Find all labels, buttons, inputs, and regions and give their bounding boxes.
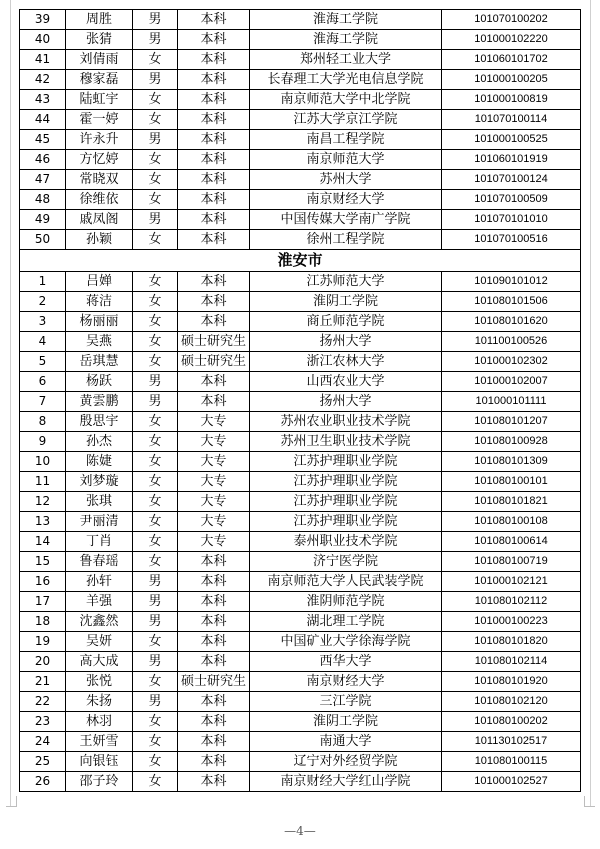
- row-number: 14: [20, 532, 66, 552]
- candidate-exam-code: 101000100223: [442, 612, 581, 632]
- candidate-school: 南京师范大学: [250, 150, 442, 170]
- candidate-name: 穆家磊: [66, 70, 133, 90]
- table-row: [20, 90, 581, 110]
- candidate-gender: 女: [133, 110, 178, 130]
- candidate-gender: 女: [133, 712, 178, 732]
- candidate-school: 山西农业大学: [250, 372, 442, 392]
- candidate-gender: 女: [133, 772, 178, 792]
- row-number: 7: [20, 392, 66, 412]
- candidate-gender: 女: [133, 190, 178, 210]
- row-number: 18: [20, 612, 66, 632]
- table-row: [20, 292, 581, 312]
- row-number: 16: [20, 572, 66, 592]
- candidate-exam-code: 101080100202: [442, 712, 581, 732]
- candidate-exam-code: 101080101820: [442, 632, 581, 652]
- table-row: [20, 652, 581, 672]
- candidate-gender: 女: [133, 170, 178, 190]
- candidate-gender: 女: [133, 90, 178, 110]
- candidate-exam-code: 101060101702: [442, 50, 581, 70]
- candidate-name: 孙颖: [66, 230, 133, 250]
- candidate-school: 湖北理工学院: [250, 612, 442, 632]
- candidate-exam-code: 101080102120: [442, 692, 581, 712]
- candidate-degree: 本科: [178, 292, 250, 312]
- table-row: [20, 230, 581, 250]
- candidate-gender: 男: [133, 210, 178, 230]
- candidate-school: 徐州工程学院: [250, 230, 442, 250]
- candidate-exam-code: 101080100101: [442, 472, 581, 492]
- candidate-name: 岳琪慧: [66, 352, 133, 372]
- candidate-name: 杨丽丽: [66, 312, 133, 332]
- candidate-degree: 本科: [178, 692, 250, 712]
- candidate-exam-code: 101000100525: [442, 130, 581, 150]
- candidate-school: 苏州卫生职业技术学院: [250, 432, 442, 452]
- candidate-name: 蒋洁: [66, 292, 133, 312]
- candidate-name: 鲁春瑶: [66, 552, 133, 572]
- candidate-table: [19, 9, 581, 792]
- table-row: [20, 552, 581, 572]
- table-row: [20, 452, 581, 472]
- candidate-exam-code: 101090101012: [442, 272, 581, 292]
- candidate-name: 丁肖: [66, 532, 133, 552]
- table-row: [20, 130, 581, 150]
- candidate-gender: 女: [133, 732, 178, 752]
- candidate-exam-code: 101080102112: [442, 592, 581, 612]
- row-number: 48: [20, 190, 66, 210]
- candidate-gender: 女: [133, 432, 178, 452]
- candidate-degree: 本科: [178, 90, 250, 110]
- candidate-gender: 女: [133, 292, 178, 312]
- candidate-name: 孙轩: [66, 572, 133, 592]
- row-number: 43: [20, 90, 66, 110]
- candidate-school: 淮阴工学院: [250, 292, 442, 312]
- row-number: 40: [20, 30, 66, 50]
- row-number: 25: [20, 752, 66, 772]
- row-number: 47: [20, 170, 66, 190]
- row-number: 39: [20, 10, 66, 30]
- candidate-school: 江苏大学京江学院: [250, 110, 442, 130]
- row-number: 21: [20, 672, 66, 692]
- candidate-exam-code: 101080100108: [442, 512, 581, 532]
- row-number: 11: [20, 472, 66, 492]
- candidate-degree: 本科: [178, 230, 250, 250]
- candidate-exam-code: 101080101506: [442, 292, 581, 312]
- candidate-name: 朱扬: [66, 692, 133, 712]
- candidate-name: 常晓双: [66, 170, 133, 190]
- candidate-gender: 女: [133, 332, 178, 352]
- table-row: [20, 332, 581, 352]
- table-row: [20, 30, 581, 50]
- candidate-gender: 女: [133, 312, 178, 332]
- candidate-school: 南昌工程学院: [250, 130, 442, 150]
- section-title: 淮安市: [20, 250, 581, 272]
- candidate-degree: 大专: [178, 472, 250, 492]
- candidate-degree: 本科: [178, 552, 250, 572]
- candidate-gender: 男: [133, 612, 178, 632]
- table-row: [20, 372, 581, 392]
- table-row: [20, 412, 581, 432]
- row-number: 1: [20, 272, 66, 292]
- row-number: 3: [20, 312, 66, 332]
- page-number: —4—: [284, 824, 316, 838]
- candidate-school: 南京财经大学: [250, 190, 442, 210]
- table-row: [20, 10, 581, 30]
- candidate-degree: 本科: [178, 210, 250, 230]
- candidate-degree: 大专: [178, 432, 250, 452]
- table-row: [20, 632, 581, 652]
- row-number: 13: [20, 512, 66, 532]
- table-row: [20, 70, 581, 90]
- row-number: 42: [20, 70, 66, 90]
- row-number: 17: [20, 592, 66, 612]
- candidate-degree: 大专: [178, 492, 250, 512]
- candidate-name: 徐维依: [66, 190, 133, 210]
- candidate-degree: 本科: [178, 190, 250, 210]
- table-row: [20, 312, 581, 332]
- candidate-school: 江苏护理职业学院: [250, 512, 442, 532]
- row-number: 50: [20, 230, 66, 250]
- candidate-exam-code: 101080100928: [442, 432, 581, 452]
- candidate-gender: 女: [133, 272, 178, 292]
- candidate-name: 刘倩雨: [66, 50, 133, 70]
- candidate-gender: 男: [133, 392, 178, 412]
- candidate-degree: 本科: [178, 752, 250, 772]
- row-number: 45: [20, 130, 66, 150]
- candidate-name: 邵子玲: [66, 772, 133, 792]
- candidate-exam-code: 101100100526: [442, 332, 581, 352]
- candidate-exam-code: 101080100719: [442, 552, 581, 572]
- candidate-school: 泰州职业技术学院: [250, 532, 442, 552]
- candidate-gender: 男: [133, 130, 178, 150]
- candidate-school: 辽宁对外经贸学院: [250, 752, 442, 772]
- candidate-school: 淮阴师范学院: [250, 592, 442, 612]
- candidate-name: 张悦: [66, 672, 133, 692]
- table-row: [20, 210, 581, 230]
- candidate-name: 戚凤阁: [66, 210, 133, 230]
- row-number: 9: [20, 432, 66, 452]
- row-number: 41: [20, 50, 66, 70]
- row-number: 22: [20, 692, 66, 712]
- candidate-name: 尹丽清: [66, 512, 133, 532]
- row-number: 6: [20, 372, 66, 392]
- table-row: [20, 752, 581, 772]
- candidate-gender: 女: [133, 752, 178, 772]
- table-row: [20, 692, 581, 712]
- table-row: [20, 592, 581, 612]
- candidate-name: 霍一婷: [66, 110, 133, 130]
- table-row: [20, 772, 581, 792]
- table-row: [20, 572, 581, 592]
- table-row: [20, 432, 581, 452]
- candidate-name: 张猜: [66, 30, 133, 50]
- candidate-name: 陈婕: [66, 452, 133, 472]
- table-row: [20, 512, 581, 532]
- candidate-gender: 男: [133, 70, 178, 90]
- candidate-exam-code: 101000102527: [442, 772, 581, 792]
- candidate-exam-code: 101060101919: [442, 150, 581, 170]
- candidate-degree: 本科: [178, 712, 250, 732]
- candidate-gender: 男: [133, 30, 178, 50]
- candidate-school: 江苏护理职业学院: [250, 452, 442, 472]
- row-number: 2: [20, 292, 66, 312]
- candidate-degree: 本科: [178, 592, 250, 612]
- candidate-school: 济宁医学院: [250, 552, 442, 572]
- candidate-exam-code: 101070100124: [442, 170, 581, 190]
- candidate-exam-code: 101080100115: [442, 752, 581, 772]
- candidate-school: 南京财经大学: [250, 672, 442, 692]
- row-number: 23: [20, 712, 66, 732]
- candidate-name: 孙杰: [66, 432, 133, 452]
- candidate-name: 羊强: [66, 592, 133, 612]
- candidate-school: 南京师范大学中北学院: [250, 90, 442, 110]
- candidate-school: 江苏护理职业学院: [250, 472, 442, 492]
- candidate-school: 南通大学: [250, 732, 442, 752]
- candidate-gender: 女: [133, 552, 178, 572]
- candidate-name: 刘梦璇: [66, 472, 133, 492]
- candidate-gender: 女: [133, 632, 178, 652]
- row-number: 10: [20, 452, 66, 472]
- candidate-degree: 本科: [178, 372, 250, 392]
- row-number: 19: [20, 632, 66, 652]
- candidate-degree: 本科: [178, 170, 250, 190]
- row-number: 4: [20, 332, 66, 352]
- candidate-exam-code: 101000102220: [442, 30, 581, 50]
- candidate-degree: 本科: [178, 632, 250, 652]
- candidate-name: 吴妍: [66, 632, 133, 652]
- candidate-gender: 女: [133, 532, 178, 552]
- candidate-school: 江苏师范大学: [250, 272, 442, 292]
- row-number: 15: [20, 552, 66, 572]
- candidate-school: 三江学院: [250, 692, 442, 712]
- table-row: [20, 472, 581, 492]
- candidate-school: 淮海工学院: [250, 30, 442, 50]
- candidate-name: 黄雲鹏: [66, 392, 133, 412]
- candidate-gender: 女: [133, 472, 178, 492]
- candidate-exam-code: 101000100205: [442, 70, 581, 90]
- table-row: [20, 672, 581, 692]
- candidate-name: 张琪: [66, 492, 133, 512]
- candidate-gender: 女: [133, 50, 178, 70]
- table-row: [20, 150, 581, 170]
- candidate-degree: 本科: [178, 572, 250, 592]
- table-body-previous-city: [20, 10, 581, 250]
- candidate-name: 杨跃: [66, 372, 133, 392]
- candidate-name: 吕婵: [66, 272, 133, 292]
- table-row: [20, 50, 581, 70]
- candidate-degree: 本科: [178, 272, 250, 292]
- candidate-exam-code: 101080101821: [442, 492, 581, 512]
- candidate-school: 苏州大学: [250, 170, 442, 190]
- candidate-degree: 大专: [178, 532, 250, 552]
- candidate-degree: 本科: [178, 652, 250, 672]
- candidate-school: 商丘师范学院: [250, 312, 442, 332]
- candidate-gender: 男: [133, 652, 178, 672]
- candidate-school: 南京财经大学红山学院: [250, 772, 442, 792]
- candidate-exam-code: 101080102114: [442, 652, 581, 672]
- page-corner-mark-left: [6, 796, 17, 807]
- candidate-name: 林羽: [66, 712, 133, 732]
- candidate-gender: 女: [133, 412, 178, 432]
- candidate-exam-code: 101070100202: [442, 10, 581, 30]
- row-number: 44: [20, 110, 66, 130]
- candidate-exam-code: 101000101111: [442, 392, 581, 412]
- candidate-school: 长春理工大学光电信息学院: [250, 70, 442, 90]
- candidate-school: 苏州农业职业技术学院: [250, 412, 442, 432]
- candidate-exam-code: 101000102302: [442, 352, 581, 372]
- candidate-school: 中国传媒大学南广学院: [250, 210, 442, 230]
- row-number: 12: [20, 492, 66, 512]
- table-row: [20, 712, 581, 732]
- candidate-degree: 本科: [178, 10, 250, 30]
- candidate-gender: 男: [133, 592, 178, 612]
- table-row: [20, 110, 581, 130]
- candidate-school: 江苏护理职业学院: [250, 492, 442, 512]
- section-row: [20, 250, 581, 272]
- candidate-school: 浙江农林大学: [250, 352, 442, 372]
- candidate-degree: 硕士研究生: [178, 672, 250, 692]
- candidate-gender: 女: [133, 672, 178, 692]
- candidate-degree: 本科: [178, 732, 250, 752]
- candidate-school: 中国矿业大学徐海学院: [250, 632, 442, 652]
- candidate-name: 王妍雪: [66, 732, 133, 752]
- candidate-school: 淮海工学院: [250, 10, 442, 30]
- candidate-name: 许永升: [66, 130, 133, 150]
- row-number: 24: [20, 732, 66, 752]
- candidate-exam-code: 101080101309: [442, 452, 581, 472]
- candidate-gender: 女: [133, 492, 178, 512]
- table-row: [20, 352, 581, 372]
- candidate-exam-code: 101070100114: [442, 110, 581, 130]
- candidate-exam-code: 101080101920: [442, 672, 581, 692]
- candidate-name: 向银钰: [66, 752, 133, 772]
- candidate-name: 周胜: [66, 10, 133, 30]
- candidate-gender: 男: [133, 572, 178, 592]
- row-number: 26: [20, 772, 66, 792]
- candidate-name: 方忆婷: [66, 150, 133, 170]
- candidate-exam-code: 101000102121: [442, 572, 581, 592]
- candidate-degree: 本科: [178, 50, 250, 70]
- row-number: 5: [20, 352, 66, 372]
- row-number: 20: [20, 652, 66, 672]
- candidate-gender: 女: [133, 150, 178, 170]
- page-corner-mark-right: [584, 796, 595, 807]
- candidate-degree: 硕士研究生: [178, 332, 250, 352]
- candidate-degree: 本科: [178, 612, 250, 632]
- candidate-school: 扬州大学: [250, 392, 442, 412]
- candidate-degree: 大专: [178, 412, 250, 432]
- candidate-exam-code: 101070100516: [442, 230, 581, 250]
- candidate-gender: 男: [133, 372, 178, 392]
- table-row: [20, 492, 581, 512]
- table-row: [20, 170, 581, 190]
- candidate-name: 吴燕: [66, 332, 133, 352]
- candidate-gender: 女: [133, 230, 178, 250]
- candidate-degree: 本科: [178, 110, 250, 130]
- table-row: [20, 732, 581, 752]
- candidate-exam-code: 101080101207: [442, 412, 581, 432]
- table-body-huaian: [20, 272, 581, 792]
- candidate-degree: 大专: [178, 512, 250, 532]
- candidate-name: 沈鑫然: [66, 612, 133, 632]
- table-row: [20, 392, 581, 412]
- candidate-school: 郑州轻工业大学: [250, 50, 442, 70]
- candidate-exam-code: 101000100819: [442, 90, 581, 110]
- candidate-gender: 女: [133, 352, 178, 372]
- candidate-degree: 本科: [178, 312, 250, 332]
- candidate-degree: 本科: [178, 392, 250, 412]
- candidate-name: 殷思宇: [66, 412, 133, 432]
- candidate-degree: 本科: [178, 772, 250, 792]
- candidate-degree: 本科: [178, 70, 250, 90]
- candidate-exam-code: 101070101010: [442, 210, 581, 230]
- candidate-degree: 大专: [178, 452, 250, 472]
- candidate-degree: 本科: [178, 30, 250, 50]
- candidate-exam-code: 101080100614: [442, 532, 581, 552]
- candidate-school: 扬州大学: [250, 332, 442, 352]
- candidate-exam-code: 101000102007: [442, 372, 581, 392]
- candidate-school: 南京师范大学人民武装学院: [250, 572, 442, 592]
- row-number: 49: [20, 210, 66, 230]
- table-row: [20, 272, 581, 292]
- candidate-name: 高大成: [66, 652, 133, 672]
- candidate-exam-code: 101080101620: [442, 312, 581, 332]
- table-row: [20, 532, 581, 552]
- candidate-school: 淮阴工学院: [250, 712, 442, 732]
- candidate-degree: 本科: [178, 130, 250, 150]
- page-margin-left: [10, 0, 11, 806]
- table-section-header: [20, 250, 581, 272]
- candidate-gender: 女: [133, 452, 178, 472]
- candidate-exam-code: 101130102517: [442, 732, 581, 752]
- table-row: [20, 190, 581, 210]
- candidate-gender: 女: [133, 512, 178, 532]
- candidate-degree: 本科: [178, 150, 250, 170]
- candidate-gender: 男: [133, 692, 178, 712]
- row-number: 8: [20, 412, 66, 432]
- candidate-gender: 男: [133, 10, 178, 30]
- candidate-name: 陆虹宇: [66, 90, 133, 110]
- page-margin-right: [590, 0, 591, 806]
- candidate-degree: 硕士研究生: [178, 352, 250, 372]
- row-number: 46: [20, 150, 66, 170]
- candidate-exam-code: 101070100509: [442, 190, 581, 210]
- candidate-school: 西华大学: [250, 652, 442, 672]
- table-row: [20, 612, 581, 632]
